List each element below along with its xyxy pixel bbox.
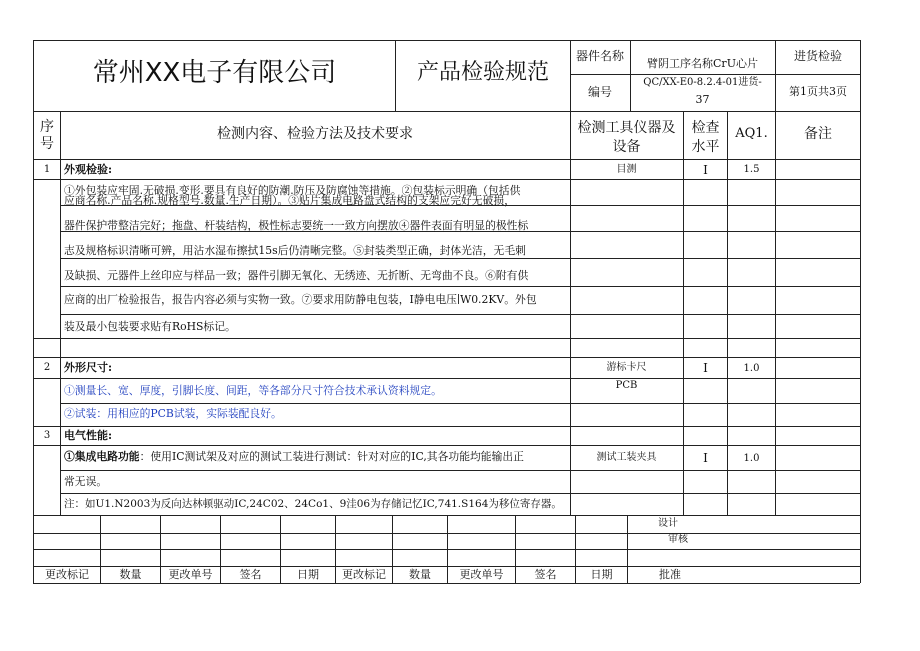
inspection-type: 进货检验: [793, 49, 842, 63]
requirement-line: 及缺损、元器件上丝印应与样品一致；器件引脚无氧化、无绣迹、无折断、无弯曲不良。⑥附有供: [64, 269, 529, 282]
requirement-line: 常无误。: [64, 475, 108, 488]
rule: [33, 445, 860, 446]
requirement-line: 应商的出厂检验报告，报告内容必须与实物一致。⑦要求用防静电包装，I静电电压∣W0.2KV。外包: [64, 293, 537, 306]
col-remark: 备注: [804, 126, 832, 142]
company-name: 常州XX电子有限公司: [92, 58, 337, 88]
rule: [60, 258, 860, 259]
requirement-item-text: ：使用IC测试架及对应的测试工装进行测试：针对对应的IC,其各功能均能输出正: [139, 450, 524, 463]
section-seq: 2: [43, 362, 51, 373]
requirement-line: ②试装：用相应的PCB试装，实际装配良好。: [64, 407, 282, 420]
rule: [33, 583, 860, 584]
document-title: 产品检验规范: [416, 60, 549, 85]
rule: [33, 357, 860, 358]
requirement-line: ①测量长、宽、厚度，引脚长度、间距，等各部分尺寸符合技术承认资料规定。: [64, 384, 442, 397]
change-mark-header: 更改标记: [342, 568, 386, 581]
section-title: 电气性能:: [64, 429, 113, 442]
rule: [860, 40, 861, 583]
section-tool: 目测: [616, 164, 637, 175]
col-seq-line2: 号: [40, 136, 54, 152]
section-level: I: [703, 163, 708, 177]
date-header: 日期: [297, 568, 319, 581]
col-aql: AQ1.: [735, 126, 768, 141]
sign-header: 签名: [534, 568, 557, 581]
section-level: I: [703, 451, 708, 465]
quantity-header: 数量: [409, 568, 431, 581]
rule: [33, 159, 860, 160]
page-info: 第1页共3页: [789, 85, 847, 98]
rule: [395, 40, 396, 111]
rule: [33, 111, 860, 112]
section-level: I: [703, 361, 708, 375]
requirement-line: 器件保护带整洁完好；拖盘、杆装结构，极性标志要统一一致方向摆放④器件表面有明显的极性标: [64, 219, 529, 232]
requirement-line: ①外包装应牢固.无破损.变形.要具有良好的防潮.防压及防腐蚀等措施。②包装标示明确（包括供: [64, 184, 521, 197]
change-no-header: 更改单号: [459, 568, 504, 581]
section-aql: 1.0: [743, 453, 760, 464]
rule: [33, 378, 860, 379]
rule: [60, 493, 860, 494]
doc-no-label: 编号: [587, 85, 612, 99]
col-level-line1: 检查: [691, 120, 720, 136]
requirement-item-title: ①集成电路功能: [64, 450, 140, 463]
quantity-header: 数量: [119, 568, 142, 581]
rule: [60, 111, 61, 515]
rule: [60, 314, 860, 315]
rule: [570, 74, 860, 75]
rule: [775, 111, 776, 515]
section-seq: 3: [43, 430, 51, 441]
col-seq-line1: 序: [40, 119, 54, 135]
rule: [33, 179, 860, 180]
requirement-line: [64, 452, 524, 463]
section-tool: 测试工装夹具: [596, 452, 657, 463]
section-title: 外观检验:: [64, 163, 113, 176]
col-tools-line2: 设备: [612, 139, 641, 155]
rule: [33, 426, 860, 427]
section-tool: 游标卡尺: [606, 362, 647, 373]
change-no-header: 更改单号: [168, 568, 213, 581]
sign-header: 签名: [239, 568, 262, 581]
section-aql: 1.5: [743, 164, 760, 175]
review-label: 审核: [668, 534, 688, 545]
rule: [570, 40, 571, 515]
design-label: 设计: [658, 518, 678, 529]
col-tools-line1: 检测工具仪器及: [577, 120, 676, 136]
section-seq: 1: [43, 164, 51, 175]
rule: [33, 338, 860, 339]
approve-label: 批准: [659, 568, 681, 581]
doc-no-value-line1: QC/XX-E0-8.2.4-01进货-: [643, 77, 762, 88]
part-name-value: 臂阴工序名称CrU心片: [647, 57, 758, 70]
part-name-label: 器件名称: [575, 49, 624, 63]
col-level-line2: 水平: [691, 139, 720, 155]
col-content: 检测内容、检验方法及技术要求: [217, 126, 413, 142]
rule: [60, 470, 860, 471]
change-mark-header: 更改标记: [45, 568, 89, 581]
rule: [33, 40, 860, 41]
date-header: 日期: [590, 568, 613, 581]
requirement-line: 装及最小包装要求贴有RoHS标记。: [64, 320, 236, 333]
rule: [60, 286, 860, 287]
requirement-line: 志及规格标识清晰可辨，用沾水湿布擦拭15s后仍清晰完整。⑤封装类型正确，封体光洁，无毛刺: [64, 244, 526, 257]
requirement-note: 注：如U1.N2003为反向达林顿驱动IC,24C02、24Co1、9洼06为存储记忆IC,741.S164为移位寄存器。: [64, 498, 562, 510]
doc-no-value-line2: 37: [695, 93, 710, 106]
section-tool-sub: PCB: [615, 380, 638, 391]
section-aql: 1.0: [743, 363, 760, 374]
requirement-line: 应商名称.产品名称.规格型号.数量.生产日期）。③贴片集成电路盘式结构的支架应完好无破损，: [64, 194, 515, 207]
section-title: 外形尺寸:: [64, 361, 113, 374]
rule: [60, 403, 860, 404]
